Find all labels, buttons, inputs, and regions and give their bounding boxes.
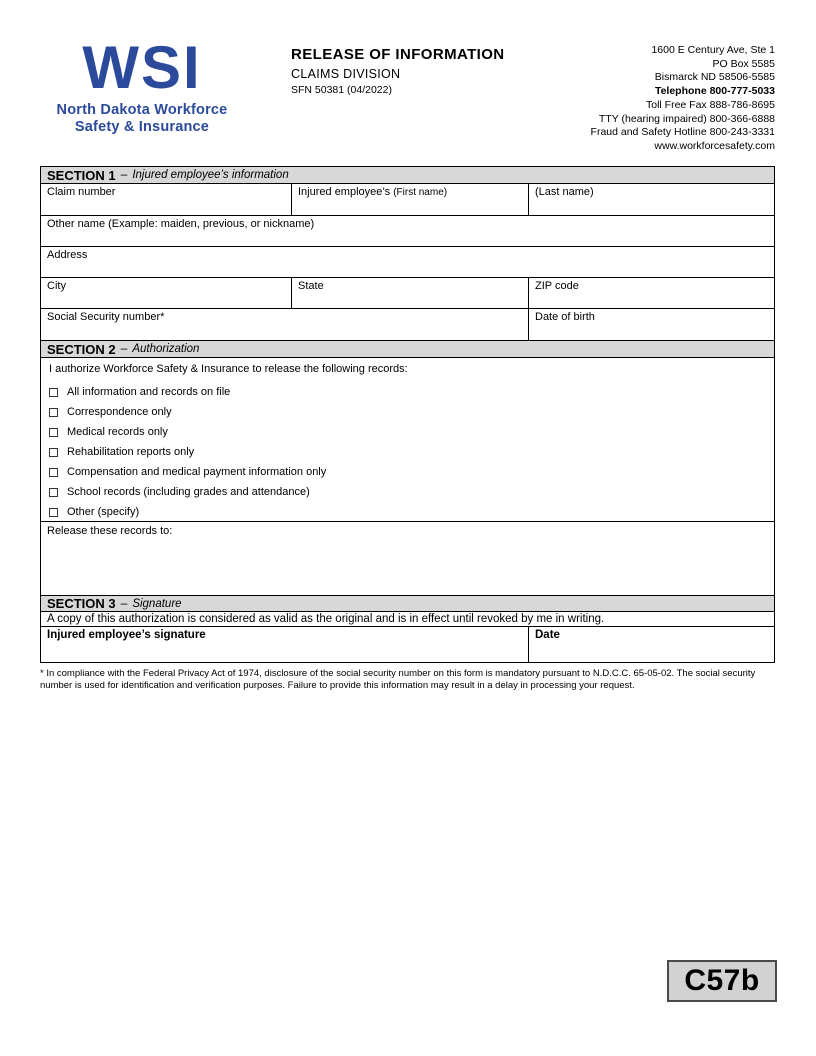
row-address [41, 247, 774, 278]
address-line-1: 1600 E Century Ave, Ste 1 [651, 44, 775, 56]
authorization-statement: A copy of this authorization is considered as valid as the original and is in effect until revoked by me in writing. [41, 612, 774, 627]
checkbox-row [49, 462, 766, 482]
telephone-line: Telephone 800-777-5033 [654, 85, 775, 98]
last-name-field[interactable] [528, 184, 774, 215]
date-field[interactable] [528, 627, 774, 662]
address-field[interactable] [41, 247, 774, 277]
release-to-label: Release these records to: [47, 525, 173, 537]
last-name-label: (Last name) [535, 186, 594, 198]
record-checkbox[interactable] [49, 468, 58, 477]
claim-number-label: Claim number [47, 186, 116, 198]
checkbox-row [49, 442, 766, 462]
checkbox-row [49, 382, 766, 402]
signature-label: Injured employee’s signature [47, 629, 206, 641]
section2-dash: – [120, 341, 128, 355]
section2-subtitle: Authorization [132, 343, 200, 355]
first-name-sublabel: (First name) [393, 187, 448, 198]
row-signature [41, 627, 774, 662]
record-checkbox[interactable] [49, 448, 58, 457]
record-checkbox[interactable] [49, 488, 58, 497]
city-label: City [47, 280, 66, 292]
address-line-3: Bismarck ND 58506-5585 [654, 71, 775, 84]
signature-field[interactable] [41, 627, 528, 662]
checkbox-label: School records (including grades and attendance) [67, 486, 310, 498]
section3-header [41, 596, 774, 612]
section2-header [41, 341, 774, 358]
first-name-label: Injured employee’s [298, 186, 391, 198]
document-title: RELEASE OF INFORMATION [291, 46, 505, 63]
section1-subtitle: Injured employee’s information [132, 169, 289, 181]
address-label: Address [47, 249, 88, 261]
checkbox-row [49, 422, 766, 442]
release-to-field[interactable] [41, 522, 774, 596]
row-city-state-zip [41, 278, 774, 309]
agency-contact-block [591, 44, 775, 154]
state-field[interactable] [291, 278, 528, 308]
fax-line: Toll Free Fax 888-786-8695 [646, 98, 775, 111]
records-checkbox-list [49, 382, 766, 522]
document-subtitle: CLAIMS DIVISION [291, 67, 401, 81]
state-label: State [298, 280, 324, 292]
checkbox-row [49, 482, 766, 502]
record-checkbox[interactable] [49, 408, 58, 417]
doc-code: C57b [684, 964, 760, 997]
zip-label: ZIP code [535, 280, 579, 292]
form-table [40, 166, 775, 663]
tty-line: TTY (hearing impaired) 800-366-6888 [598, 112, 775, 125]
record-checkbox[interactable] [49, 388, 58, 397]
row-other-name [41, 216, 774, 247]
document-title-block [291, 46, 505, 96]
website-line: www.workforcesafety.com [654, 139, 775, 152]
form-number: SFN 50381 (04/2022) [291, 84, 392, 96]
ssn-field[interactable] [41, 309, 528, 340]
logo-tagline-line2: Safety & Insurance [74, 118, 210, 135]
address-line-2: PO Box 5585 [712, 57, 775, 70]
ssn-label: Social Security number* [47, 311, 165, 323]
authorization-area [41, 358, 774, 522]
checkbox-label: Rehabilitation reports only [67, 446, 195, 458]
wsi-logo [56, 34, 228, 135]
row-name [41, 184, 774, 216]
other-name-field[interactable] [41, 216, 774, 246]
checkbox-label: Medical records only [67, 426, 168, 438]
checkbox-label: All information and records on file [67, 386, 231, 398]
section3-dash: – [120, 595, 128, 610]
logo-tagline-line1: North Dakota Workforce [56, 102, 228, 118]
section1-dash: – [120, 167, 128, 181]
date-label: Date [535, 629, 560, 641]
claim-number-field[interactable] [41, 184, 291, 215]
section3-title: SECTION 3 [47, 596, 116, 611]
section2-title: SECTION 2 [47, 341, 116, 357]
zip-field[interactable] [528, 278, 774, 308]
authorization-intro: I authorize Workforce Safety & Insurance to release the following records: [49, 363, 408, 375]
other-name-label: Other name (Example: maiden, previous, or nickname) [47, 218, 315, 230]
checkbox-label: Correspondence only [67, 406, 172, 418]
checkbox-row [49, 502, 766, 522]
record-checkbox[interactable] [49, 428, 58, 437]
checkbox-label: Compensation and medical payment information only [67, 466, 327, 478]
section1-header [41, 167, 774, 184]
wsi-logo-acronym: WSI [82, 34, 202, 101]
row-ssn-dob [41, 309, 774, 341]
first-name-field[interactable] [291, 184, 528, 215]
privacy-footnote: * In compliance with the Federal Privacy Act of 1974, disclosure of the social security number on this form is mandatory pursuant to N.D.C.C. 65-05-02. The social security number is used for identification and verification purposes. Failure to provide this information may result in a delay in processing your request. [40, 668, 756, 691]
section1-title: SECTION 1 [47, 167, 116, 183]
dob-label: Date of birth [535, 311, 595, 323]
city-field[interactable] [41, 278, 291, 308]
section3-subtitle: Signature [132, 597, 182, 610]
record-checkbox[interactable] [49, 508, 58, 517]
doc-code-box [667, 960, 777, 1002]
hotline-line: Fraud and Safety Hotline 800-243-3331 [590, 126, 775, 139]
checkbox-row [49, 402, 766, 422]
checkbox-label: Other (specify) [67, 506, 140, 518]
dob-field[interactable] [528, 309, 774, 340]
